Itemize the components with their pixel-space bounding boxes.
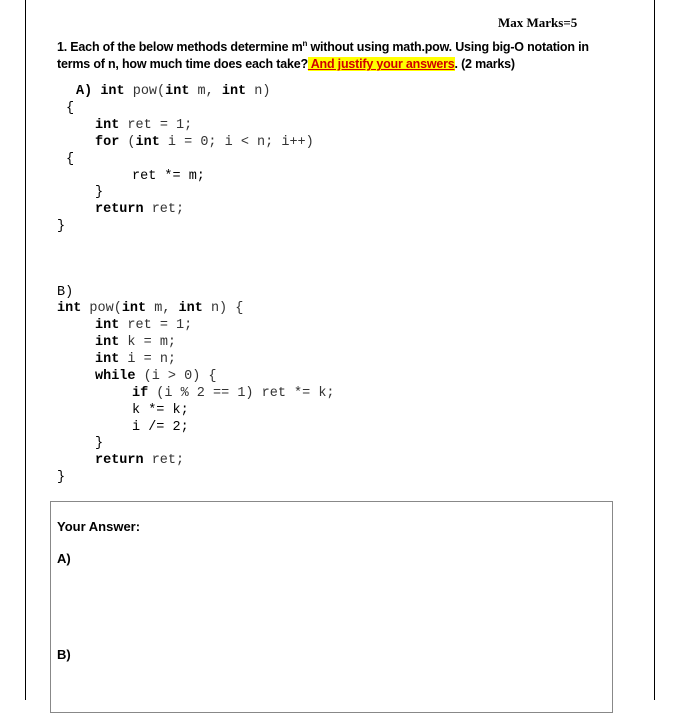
code-a-line-2: { <box>66 101 75 116</box>
page-border-right <box>654 0 655 700</box>
code-b-line-12: } <box>57 470 66 485</box>
code-a-line-7: } <box>95 185 104 200</box>
code-a-line-3: int ret = 1; <box>95 118 193 133</box>
question-text <box>57 35 617 73</box>
question-highlight: And justify your answers <box>307 57 455 72</box>
code-a-line-5: { <box>66 152 75 167</box>
question-sup: n <box>302 39 308 48</box>
code-b-line-2: int pow(int m, int n) { <box>57 301 244 316</box>
code-b-line-4: int k = m; <box>95 335 177 350</box>
page-border-left <box>25 0 26 700</box>
answer-a-label: A) <box>57 551 71 566</box>
max-marks: Max Marks=5 <box>498 15 578 30</box>
code-b-line-7: if (i % 2 == 1) ret *= k; <box>132 386 335 401</box>
question-middle: without using math.pow. Using big-O notation in terms of n, how much time does each take? <box>57 40 589 72</box>
code-b-line-5: int i = n; <box>95 352 177 367</box>
question-suffix: . (2 marks) <box>454 57 515 72</box>
code-b-line-10: } <box>95 436 104 451</box>
code-b-line-11: return ret; <box>95 453 185 468</box>
code-a-line-6: ret *= m; <box>132 169 205 184</box>
answer-title: Your Answer: <box>57 519 141 534</box>
code-b-line-6: while (i > 0) { <box>95 369 217 384</box>
code-b-line-3: int ret = 1; <box>95 318 193 333</box>
code-b-line-1: B) <box>57 285 74 300</box>
code-a-line-4: for (int i = 0; i < n; i++) <box>95 135 314 150</box>
code-a-line-8: return ret; <box>95 202 185 217</box>
answer-box[interactable] <box>50 501 613 713</box>
code-b-line-9: i /= 2; <box>132 420 189 435</box>
answer-b-label: B) <box>57 647 71 662</box>
code-a-line-1: A) int pow(int m, int n) <box>76 84 271 99</box>
code-b-line-8: k *= k; <box>132 403 189 418</box>
question-prefix: 1. Each of the below methods determine m <box>57 40 303 55</box>
code-a-line-9: } <box>57 219 66 234</box>
